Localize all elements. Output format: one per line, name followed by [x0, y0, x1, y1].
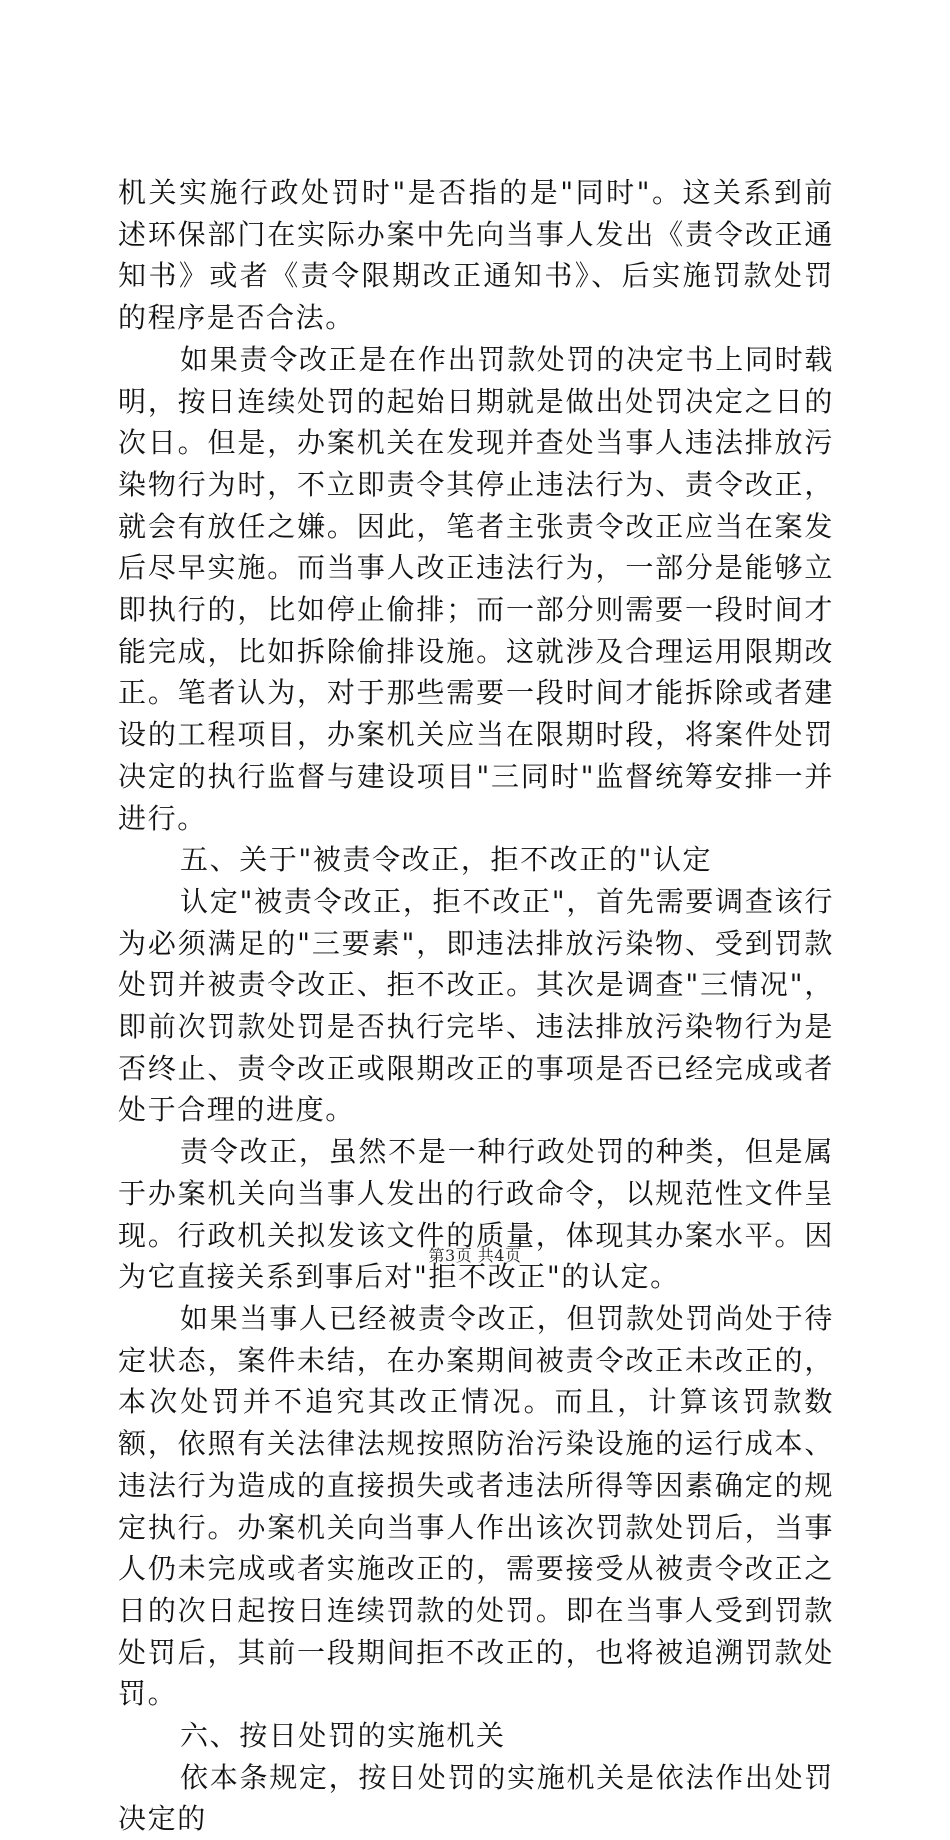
paragraph-1: 机关实施行政处罚时"是否指的是"同时"。这关系到前述环保部门在实际办案中先向当事人发出《责令改正通知书》或者《责令限期改正通知书》、后实施罚款处罚的程序是否合法。 — [118, 176, 834, 335]
section-heading-6: 六、按日处罚的实施机关 — [180, 1719, 506, 1753]
paragraph-3: 认定"被责令改正，拒不改正"，首先需要调查该行为必须满足的"三要素"，即违法排放污染物、受到罚款处罚并被责令改正、拒不改正。其次是调查"三情况"，即前次罚款处罚是否执行完毕、违法排放污染物行为是否终止、责令改正或限期改正的事项是否已经完成或者处于合理的进度。 — [118, 884, 834, 1127]
section-heading-5: 五、关于"被责令改正，拒不改正的"认定 — [180, 843, 713, 877]
page-number-footer: 第3页 共4页 — [428, 1246, 522, 1265]
paragraph-5: 如果当事人已经被责令改正，但罚款处罚尚处于待定状态，案件未结，在办案期间被责令改正未改正的，本次处罚并不追究其改正情况。而且，计算该罚款数额，依照有关法律法规按照防治污染设施的运行成本、违法行为造成的直接损失或者违法所得等因素确定的规定执行。办案机关向当事人作出该次罚款处罚后，当事人仍未完成或者实施改正的，需要接受从被责令改正之日的次日起按日连续罚款的处罚。即在当事人受到罚款处罚后，其前一段期间拒不改正的，也将被追溯罚款处罚。 — [118, 1301, 834, 1711]
document-body — [118, 172, 834, 1840]
paragraph-4: 责令改正，虽然不是一种行政处罚的种类，但是属于办案机关向当事人发出的行政命令，以规范性文件呈现。行政机关拟发该文件的质量，体现其办案水平。因为它直接关系到事后对"拒不改正"的认定。 — [118, 1135, 834, 1294]
paragraph-2: 如果责令改正是在作出罚款处罚的决定书上同时载明，按日连续处罚的起始日期就是做出处罚决定之日的次日。但是，办案机关在发现并查处当事人违法排放污染物行为时，不立即责令其停止违法行为、责令改正，就会有放任之嫌。因此，笔者主张责令改正应当在案发后尽早实施。而当事人改正违法行为，一部分是能够立即执行的，比如停止偷排；而一部分则需要一段时间才能完成，比如拆除偷排设施。这就涉及合理运用限期改正。笔者认为，对于那些需要一段时间才能拆除或者建设的工程项目，办案机关应当在限期时段，将案件处罚决定的执行监督与建设项目"三同时"监督统筹安排一并进行。 — [118, 342, 834, 835]
paragraph-6: 依本条规定，按日处罚的实施机关是依法作出处罚决定的 — [118, 1760, 834, 1836]
